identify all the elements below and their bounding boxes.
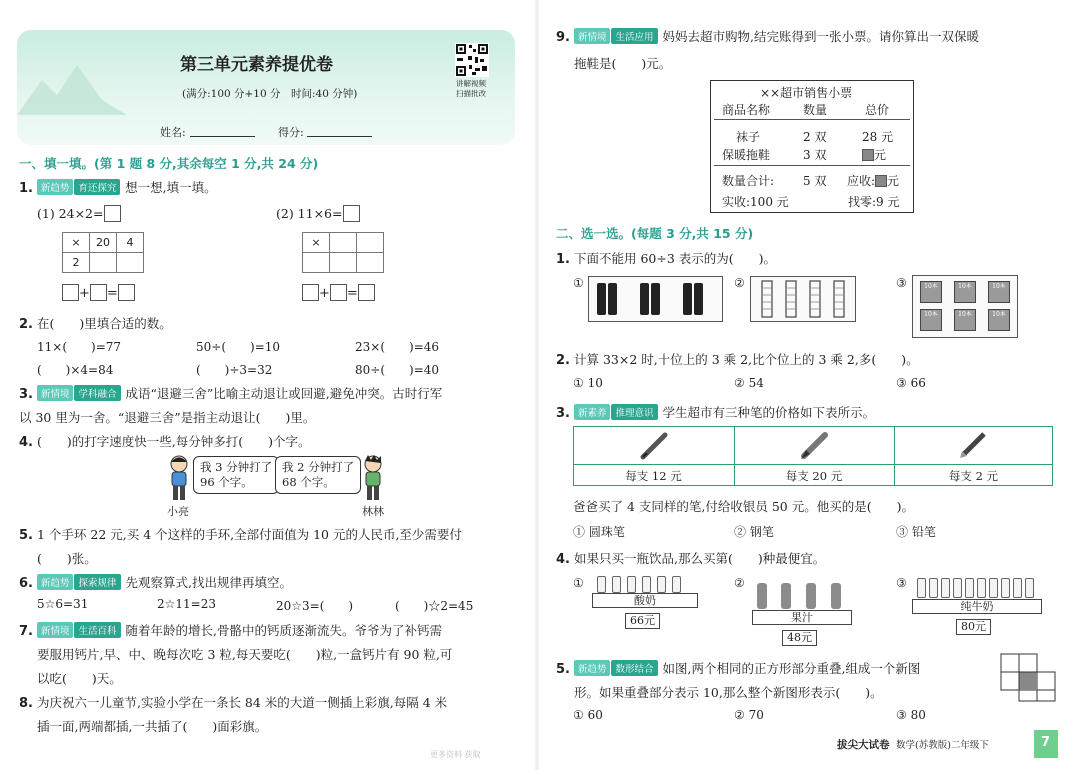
receipt-total-qty-label: 数量合计: [722, 174, 775, 188]
receipt-header-name: 商品名称 [722, 103, 771, 117]
q1-text: 想一想,填一填。 [125, 180, 217, 195]
q1-line [19, 178, 217, 196]
juice-bottle-icon [781, 583, 791, 609]
q3-tag-2: 学科融合 [74, 385, 120, 401]
q7-tag-2: 生活百科 [74, 622, 120, 638]
q1-number: 1. [19, 181, 33, 196]
q1b-box-1[interactable] [302, 284, 319, 301]
q2-item: 11×( )=77 [37, 340, 122, 354]
q1a-line [37, 205, 121, 222]
q6-tag-2: 探索规律 [74, 574, 120, 590]
milk-bottle-icon [953, 578, 962, 598]
q6-item: 5☆6=31 [37, 597, 89, 611]
yogurt-bottle-icon [672, 576, 681, 593]
grid-cell-blank[interactable] [303, 253, 330, 273]
q9-line-1 [556, 27, 979, 45]
c1-line [556, 249, 776, 267]
name-xiaoliang: 小亮 [167, 505, 189, 518]
q1b-box-3[interactable] [358, 284, 375, 301]
score-field[interactable] [307, 136, 372, 137]
milk-bottle-icon [1013, 578, 1022, 598]
book-box-icon: 10本 [920, 281, 942, 303]
q1a-sum-row [62, 284, 135, 301]
c1-option-1-marker[interactable]: ① [573, 276, 584, 290]
q1-tag-1: 新趋势 [37, 179, 74, 195]
c3-text: 学生超市有三种笔的价格如下表所示。 [662, 405, 875, 420]
equals-sign: = [346, 286, 358, 301]
q1a-box-2[interactable] [90, 284, 107, 301]
page-gutter [534, 0, 540, 770]
boy-xiaoliang-illustration [166, 455, 192, 503]
page-title: 第三单元素养提优卷 [180, 55, 333, 75]
milk-bottle-icon [941, 578, 950, 598]
name-linlin: 林林 [362, 505, 384, 518]
c2-option[interactable]: ② 54 [734, 376, 764, 390]
q3-text-1: 成语“退避三舍”比喻主动退让或回避,避免冲突。古时行军 [125, 386, 443, 401]
q8-line-1 [19, 693, 447, 711]
receipt-item-price: 28 元 [862, 130, 894, 144]
grid-cell-blank[interactable] [330, 233, 357, 253]
grid-cell-blank[interactable] [330, 253, 357, 273]
c2-text: 计算 33×2 时,十位上的 3 乘 2,比个位上的 3 乘 2,多( )。 [573, 352, 919, 367]
c3-line [556, 403, 875, 421]
c3-option[interactable]: ② 钢笔 [734, 525, 774, 539]
c3-number: 3. [556, 406, 570, 421]
fountain-pen-icon [800, 430, 830, 460]
footer-subject: 数学(苏教版)二年级下 [896, 740, 989, 751]
c5-tag-2: 数形结合 [611, 660, 657, 676]
q5-line-2: ( )张。 [37, 551, 97, 566]
q1-tag-2: 育还探究 [74, 179, 120, 195]
q4-line [19, 432, 310, 450]
yogurt-label: 酸奶 [592, 593, 698, 608]
qr-caption-1: 讲解视频 [456, 79, 486, 88]
receipt-item-price-blank[interactable] [862, 146, 886, 163]
q3-number: 3. [19, 387, 33, 402]
ballpoint-pen-icon [640, 430, 670, 460]
q2-number: 2. [19, 317, 33, 332]
c4-option-2-marker[interactable]: ② [734, 576, 745, 590]
book-box-icon: 10本 [954, 281, 976, 303]
q1b-answer-box[interactable] [343, 205, 360, 222]
q9-tag-2: 生活应用 [611, 28, 657, 44]
c4-number: 4. [556, 552, 570, 567]
milk-price-tag: 80元 [956, 619, 991, 635]
qr-code[interactable] [455, 43, 489, 77]
score-time-line: (满分:100 分+10 分 时间:40 分钟) [182, 88, 358, 100]
grid-cell-blank[interactable] [357, 253, 384, 273]
q6-line [19, 573, 292, 591]
receipt-header-qty: 数量 [803, 103, 828, 117]
q2-item: ( )÷3=32 [196, 363, 273, 377]
stick-bundles-image [756, 280, 852, 318]
q1b-box-2[interactable] [330, 284, 347, 301]
ballpoint-price: 每支 12 元 [625, 469, 682, 483]
grid-cell-blank[interactable] [117, 253, 144, 273]
grey-box [862, 149, 874, 161]
qr-caption-2: 扫描批改 [456, 89, 486, 98]
c3-option[interactable]: ① 圆珠笔 [573, 525, 625, 539]
q6-number: 6. [19, 576, 33, 591]
c2-number: 2. [556, 353, 570, 368]
watermark: 更多资料 获取 [430, 750, 481, 759]
section-2-title: 二、选一选。(每题 3 分,共 15 分) [556, 226, 754, 241]
footer-book-title: 拔尖大试卷 [837, 739, 890, 751]
c5-line-1 [556, 659, 920, 677]
q2-item: 23×( )=46 [355, 340, 440, 354]
name-label: 姓名: [160, 126, 186, 139]
milk-bottle-icon [965, 578, 974, 598]
c3-line-2: 爸爸买了 4 支同样的笔,付给收银员 50 元。他买的是( )。 [573, 499, 914, 514]
juice-bottle-icon [806, 583, 816, 609]
q9-tag-1: 新情境 [574, 28, 611, 44]
q7-line-3: 以吃( )天。 [37, 671, 122, 686]
q7-line-2: 要服用钙片,早、中、晚每次吃 3 粒,每天要吃( )粒,一盒钙片有 90 粒,可 [37, 647, 453, 662]
receipt-item-qty: 3 双 [803, 148, 827, 162]
q2-item: 80÷( )=40 [355, 363, 440, 377]
grid-cell: 20 [90, 233, 117, 253]
speech-bubble-xiaoliang [193, 456, 279, 494]
section-1-title: 一、填一填。(第 1 题 8 分,其余每空 1 分,共 24 分) [19, 156, 319, 171]
q1a-grid [62, 232, 144, 273]
milk-bottle-icon [929, 578, 938, 598]
q8-line-2: 插一面,两端都插,一共插了( )面彩旗。 [37, 719, 268, 734]
yogurt-bottle-icon [657, 576, 666, 593]
yogurt-bottle-icon [612, 576, 621, 593]
milk-bottle-icon [1001, 578, 1010, 598]
name-field[interactable] [190, 136, 255, 137]
receipt-paid: 实收:100 元 [722, 195, 789, 209]
pencil-icon [958, 430, 988, 460]
q9-line-2: 拖鞋是( )元。 [574, 56, 672, 71]
c4-option-3-marker[interactable]: ③ [896, 576, 907, 590]
overlapping-squares-figure [1000, 653, 1058, 703]
receipt-item-name: 保暖拖鞋 [722, 148, 771, 162]
q3-tag-1: 新情境 [37, 385, 74, 401]
bubble-text: 68 个字。 [282, 475, 335, 489]
yogurt-bottle-icon [642, 576, 651, 593]
mountain-illustration [17, 60, 127, 115]
grid-cell-blank[interactable] [90, 253, 117, 273]
q2-text: 在( )里填合适的数。 [36, 316, 172, 331]
c5-option[interactable]: ② 70 [734, 708, 764, 722]
bubble-text: 我 3 分钟打了 [200, 460, 273, 474]
bundle-icon [694, 283, 703, 315]
bubble-text: 96 个字。 [200, 475, 253, 489]
q1a-box-1[interactable] [62, 284, 79, 301]
juice-bottle-icon [831, 583, 841, 609]
q1a-label: (1) 24×2= [37, 206, 104, 221]
due-label: 应收: [847, 174, 876, 188]
juice-bottle-icon [757, 583, 767, 609]
q6-item: ( )☆2=45 [395, 599, 474, 613]
plus-sign: + [319, 286, 330, 301]
q6-item: 2☆11=23 [157, 597, 216, 611]
plus-sign: + [79, 286, 90, 301]
q1b-line [276, 205, 360, 222]
receipt-divider [714, 165, 910, 166]
grid-cell: 4 [117, 233, 144, 253]
q2-line [19, 314, 172, 332]
c5-option[interactable]: ① 60 [573, 708, 603, 722]
c2-option[interactable]: ① 10 [573, 376, 603, 390]
yogurt-bottle-icon [627, 576, 636, 593]
c4-line [556, 549, 825, 567]
milk-bottle-icon [977, 578, 986, 598]
q7-text-1: 随着年龄的增长,骨骼中的钙质逐渐流失。爷爷为了补钙需 [125, 623, 442, 638]
grid-cell-blank[interactable] [357, 233, 384, 253]
c2-line [556, 350, 919, 368]
q1b-sum-row [302, 284, 375, 301]
pencil-price: 每支 2 元 [948, 469, 999, 483]
page-number: 7 [1041, 735, 1051, 750]
yogurt-bottle-icon [597, 576, 606, 593]
receipt-divider [714, 119, 910, 120]
q7-line-1 [19, 621, 442, 639]
milk-bottle-icon [1025, 578, 1034, 598]
q9-number: 9. [556, 30, 570, 45]
q7-number: 7. [19, 624, 33, 639]
bundle-icon [597, 283, 606, 315]
juice-price-tag: 48元 [782, 630, 817, 646]
c5-tag-1: 新趋势 [574, 660, 611, 676]
c4-option-1-marker[interactable]: ① [573, 576, 584, 590]
milk-bottle-icon [989, 578, 998, 598]
book-box-icon: 10本 [988, 309, 1010, 331]
q1b-label: (2) 11×6= [276, 206, 343, 221]
c1-option-3-marker[interactable]: ③ [896, 276, 907, 290]
c5-option[interactable]: ③ 80 [896, 708, 926, 722]
milk-label: 纯牛奶 [912, 599, 1042, 614]
milk-bottle-icon [917, 578, 926, 598]
book-box-icon: 10本 [988, 281, 1010, 303]
bundle-icon [640, 283, 649, 315]
c5-line-2: 形。如果重叠部分表示 10,那么整个新图形表示( )。 [574, 685, 883, 700]
q5-number: 5. [19, 528, 33, 543]
equals-sign: = [106, 286, 118, 301]
speech-bubble-linlin [275, 456, 361, 494]
q1a-box-3[interactable] [118, 284, 135, 301]
receipt-header-total: 总价 [865, 103, 890, 117]
due-unit: 元 [887, 174, 900, 188]
q4-number: 4. [19, 435, 33, 450]
book-box-icon: 10本 [920, 309, 942, 331]
q8-number: 8. [19, 696, 33, 711]
q7-tag-1: 新情境 [37, 622, 74, 638]
yogurt-price-tag: 66元 [625, 613, 660, 629]
bundle-icon [683, 283, 692, 315]
bubble-text: 我 2 分钟打了 [282, 460, 355, 474]
table-divider [573, 464, 1053, 465]
receipt-item-name: 袜子 [736, 130, 761, 144]
juice-label: 果汁 [752, 610, 852, 625]
q5-text-1: 1 个手环 22 元,买 4 个这样的手环,全部付面值为 10 元的人民币,至少需要付 [36, 527, 462, 542]
q2-item: ( )×4=84 [37, 363, 114, 377]
grid-cell: 2 [63, 253, 90, 273]
bundle-icon [651, 283, 660, 315]
q9-text-1: 妈妈去超市购物,结完账得到一张小票。请你算出一双保暖 [662, 29, 979, 44]
c3-tag-1: 新素养 [574, 404, 611, 420]
receipt-title: ××超市销售小票 [760, 86, 853, 100]
fountain-price: 每支 20 元 [785, 469, 843, 483]
grey-box [875, 175, 887, 187]
receipt-due [847, 172, 899, 189]
q3-line-2: 以 30 里为一舍。“退避三舍”是指主动退让( )里。 [19, 410, 316, 425]
c1-option-2-marker[interactable]: ② [734, 276, 745, 290]
q1a-answer-box[interactable] [104, 205, 121, 222]
grid-cell: × [303, 233, 330, 253]
book-box-icon: 10本 [954, 309, 976, 331]
q6-tag-1: 新趋势 [37, 574, 74, 590]
q8-text-1: 为庆祝六一儿童节,实验小学在一条长 84 米的大道一侧插上彩旗,每隔 4 米 [36, 695, 448, 710]
q1b-grid [302, 232, 384, 273]
receipt-change: 找零:9 元 [848, 195, 900, 209]
q6-text: 先观察算式,找出规律再填空。 [125, 575, 292, 590]
q4-text: ( )的打字速度快一些,每分钟多打( )个字。 [36, 434, 311, 449]
bundle-icon [608, 283, 617, 315]
q3-line-1 [19, 384, 442, 402]
c3-tag-2: 推理意识 [611, 404, 657, 420]
boy-linlin-illustration [360, 455, 386, 503]
c1-number: 1. [556, 252, 570, 267]
receipt-total-qty: 5 双 [803, 174, 827, 188]
c5-text-1: 如图,两个相同的正方形部分重叠,组成一个新图 [662, 661, 921, 676]
c3-option[interactable]: ③ 铅笔 [896, 525, 936, 539]
c1-text: 下面不能用 60÷3 表示的为( )。 [573, 251, 777, 266]
grid-cell: × [63, 233, 90, 253]
q5-line-1 [19, 525, 462, 543]
price-unit: 元 [874, 148, 887, 162]
score-label: 得分: [278, 126, 304, 139]
c5-number: 5. [556, 662, 570, 677]
q6-item: 20☆3=( ) [276, 599, 354, 613]
c4-text: 如果只买一瓶饮品,那么买第( )种最便宜。 [573, 551, 826, 566]
q2-item: 50÷( )=10 [196, 340, 281, 354]
receipt-item-qty: 2 双 [803, 130, 827, 144]
c2-option[interactable]: ③ 66 [896, 376, 926, 390]
